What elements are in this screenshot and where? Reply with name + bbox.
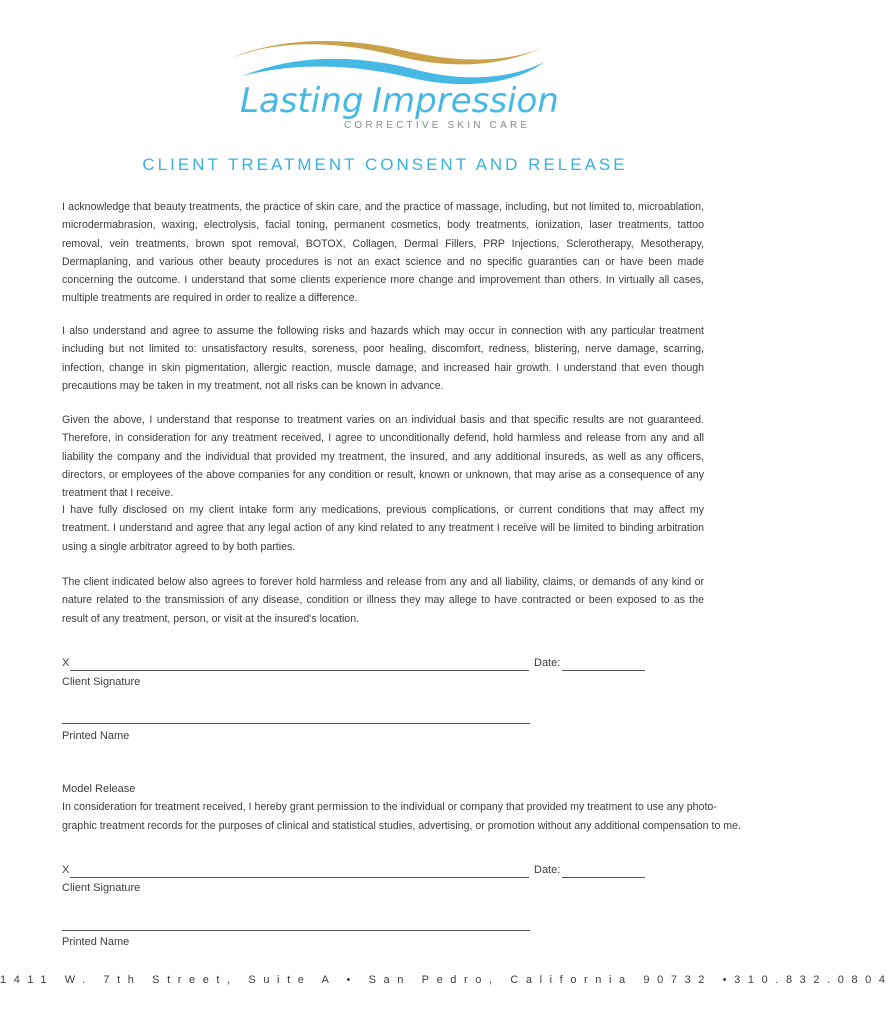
- printed-name-line[interactable]: [62, 723, 530, 724]
- logo-tagline: CORRECTIVE SKIN CARE: [344, 120, 531, 131]
- logo-graphic: [222, 36, 559, 136]
- client-signature-label-2: Client Signature: [62, 882, 141, 894]
- signature-x-mark-2: X: [62, 864, 70, 876]
- client-signature-label: Client Signature: [62, 676, 141, 688]
- model-release-text-line2: graphic treatment records for the purposes of clinical and statistical studies, advertising, or promotion without any additional compensation to me.: [62, 820, 741, 832]
- signature-line[interactable]: [70, 670, 529, 671]
- company-logo: [222, 36, 559, 136]
- paragraph-disclosure: I have fully disclosed on my client intake form any medications, previous complications, or current conditions that may affect my treatment. I understand and agree that any legal action of any kind related to any treatment I receive will be limited to binding arbitration using a single arbitrator agreed to by both parties.: [62, 504, 704, 553]
- paragraph-acknowledgement: I acknowledge that beauty treatments, the practice of skin care, and the practice of massage, including, but not limited to, microablation, microdermabrasion, waxing, electrolysis, facial toning, permanent cosmetics, body treatments, ionization, laser treatments, tattoo removal, vein treatments, brown spot removal, BOTOX, Collagen, Dermal Fillers, PRP Injections, Sclerotherapy, Mesotherapy, Dermaplaning, and various other beauty procedures is not an exact science and no specific guaranties can or have been made concerning the outcome. I understand that some clients experience more change and improvement than others. In virtually all cases, multiple treatments are required in order to realize a difference.: [62, 201, 704, 305]
- model-release-text-line1: In consideration for treatment received, I hereby grant permission to the individual or company that provided my treatment to use any photo-: [62, 801, 717, 813]
- signature-line-2[interactable]: [70, 877, 529, 878]
- logo-name-lasting: Lasting: [240, 81, 364, 121]
- printed-name-line-2[interactable]: [62, 930, 530, 931]
- gold-swoosh-icon: [232, 41, 542, 64]
- date-line[interactable]: [562, 670, 645, 671]
- date-label: Date:: [534, 657, 561, 669]
- date-label-2: Date:: [534, 864, 561, 876]
- printed-name-label-2: Printed Name: [62, 936, 130, 948]
- paragraph-disease-release: The client indicated below also agrees to forever hold harmless and release from any and all liability, claims, or demands of any kind or nature related to the transmission of any disease, condition or illness they may allege to have contracted or been exposed to as the result of any treatment, person, or visit at the insured's location.: [62, 576, 704, 625]
- document-title: CLIENT TREATMENT CONSENT AND RELEASE: [142, 155, 628, 174]
- footer-address: 1411 W. 7th Street, Suite A • San Pedro, California 90732 •310.832.0804: [0, 974, 893, 986]
- logo-name-impression: Impression: [372, 81, 559, 121]
- paragraph-risks: I also understand and agree to assume the following risks and hazards which may occur in connection with any particular treatment including but not limited to: unsatisfactory results, soreness, poor healing, discomfort, redness, blistering, nerve damage, scarring, infection, change in skin pigmentation, allergic reaction, muscle damage, and increased hair growth. I understand that even though precautions may be taken in my treatment, not all risks can be known in advance.: [62, 325, 704, 392]
- date-line-2[interactable]: [562, 877, 645, 878]
- paragraph-release: Given the above, I understand that response to treatment varies on an individual basis and that specific results are not guaranteed. Therefore, in consideration for any treatment received, I agree to unconditionally defend, hold harmless and release from any and all liability the company and the individual that provided my treatment, the insured, and any additional insureds, as well as any officers, directors, or employees of the above companies for any condition or result, known or unknown, that may arise as a consequence of any treatment that I receive.: [62, 414, 704, 500]
- model-release-heading: Model Release: [62, 783, 136, 795]
- printed-name-label: Printed Name: [62, 730, 130, 742]
- signature-x-mark: X: [62, 657, 70, 669]
